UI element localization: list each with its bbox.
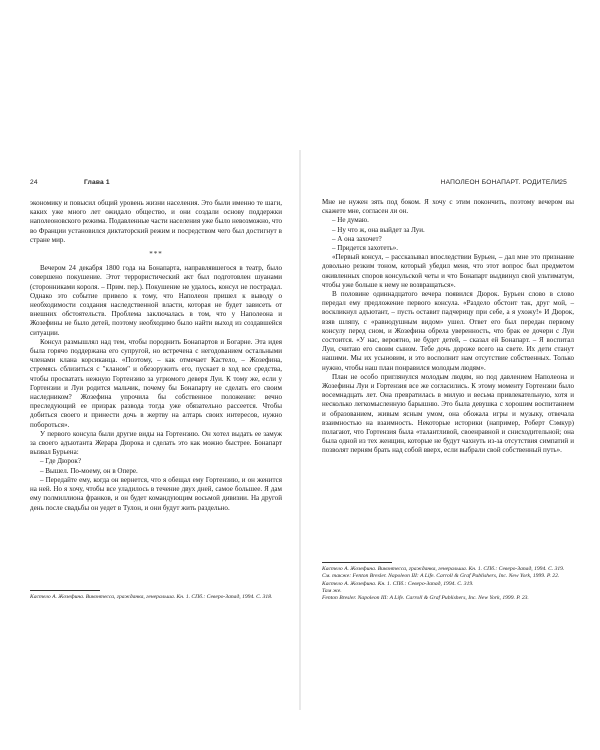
left-body-text [30,199,282,513]
footnote: Кастело А. Жозефина. Виконтесса, гражданка, генеральша. Кн. 1. СПб.: Северо-Запад, 1994. С. 318. [30,594,273,600]
paragraph: В половине одиннадцатого вечера появился Дюрок. Бурьен слово в слово передал ему предложение первого консула. «Раздело обстоит так, друг мой, – воскликнул адъютант, – пусть оставит падчерицу при себе, а я ухожу!» И Дюрок, взяв шляпу, с «равнодушным видом» ушел. Ответ его был передан первому консулу перед сном, и Жозефина обрела уверенность, что брак ее дочери с Луи состоится. «У нас, вероятно, не будет детей, – сказал ей Бонапарт. – Я воспитал Луи, считаю его своим сыном. Тебе дочь дороже всего на свете. Их дети станут нашими. Мы их усыновим, и это восполнит нам отсутствие собственных. Только нужно, чтобы наш план понравился молодым людям». [322,290,574,372]
dialogue-line: – Придется захотеть». [332,244,399,253]
footnote: Там же. [322,587,342,594]
right-footnotes [322,566,574,602]
footnote-rule [322,562,392,563]
paragraph: Мне не нужен зять под боком. Я хочу с этим покончить, поэтому вечером вы скажете мне, согласен ли он. [322,198,574,216]
dialogue-line: – Передайте ему, когда он вернется, что я обещал ему Гортензию, и он женится на ней. Но я хочу, чтобы все уладилось в течение двух дней, самое большее. Я дам ему полмиллиона франков, и он будет командующим восьмой дивизии. На другой день после свадьбы он уедет в Тулон, и они будут жить раздельно. [30,475,282,512]
right-page-number: 25 [559,179,567,186]
dialogue-line: – Вышел. По-моему, он в Опере. [40,466,138,475]
footnote: Fenton Bresler. Napoleon III: A Life. Carroll & Graf Publishers, Inc. New York, 1999. P. 23. [322,595,529,602]
right-page [300,0,600,750]
dialogue-line: – Где Дюрок? [40,457,81,466]
left-running-head: Глава 1 [84,179,110,186]
right-running-head: НАПОЛЕОН БОНАПАРТ. РОДИТЕЛИ [440,179,560,186]
footnote: Кастело А. Жозефина. Кн. 1. СПб.: Северо-Запад, 1994. С. 319. [322,580,474,587]
footnote-rule [30,590,100,591]
right-body-text [322,198,574,456]
paragraph: «Первый консул, – рассказывал впоследствии Бурьен, – дал мне это признание довольно резким тоном, который убедил меня, что этот вопрос был предметом оживленных споров консульской четы и что Бонапарт выдвинул свой ультиматум, чтобы уже больше к нему не возвращаться». [322,253,574,289]
dialogue-line: – Не думаю. [332,216,369,225]
dialogue-line: – А она захочет? [332,234,382,243]
footnote: Кастело А. Жозефина. Виконтесса, гражданка, генеральша. Кн. 1. СПб.: Северо-Запад, 1994. С. 319. См. также: Fenton Bresler. Napoleon III: A Life. Carroll & Graf Publishers, Inc. New York, 1999. P. 22. [322,566,565,580]
left-footnotes [30,594,282,601]
paragraph: Вечером 24 декабря 1800 года на Бонапарта, направлявшегося в театр, было совершено покушение. Этот террористический акт был подготовлен шуанами (сторонниками короля. – Прим. пер.). Покушение не удалось, консул не пострадал. Однако это событие привело к тому, что Наполеон пришел к выводу о необходимости создания наследственной власти, которая не будет зависеть от внешних обстоятельств. Проблема заключалась в том, что у Наполеона и Жозефины не было детей, поэтому необходимо было найти выход из создавшейся ситуации. [30,264,282,337]
paragraph: экономику и повысил общий уровень жизни населения. Это были именно те шаги, каких уже много лет ожидало общество, и они создали основу поддержки наполеоновского режима. Подавленные части населения уже было невозможно, что во Франции установился диктаторский режим и посредством чего был достигнут в стране мир. [30,199,282,244]
paragraph: У первого консула были другие виды на Гортензию. Он хотел выдать ее замуж за своего адъютанта Жерара Дюрока и сделать это как можно быстрее. Бонапарт вызвал Бурьена: [30,429,282,457]
paragraph: Консул размышлял над тем, чтобы породнить Бонапартов и Богарне. Эта идея была горячо поддержана его супругой, но встречена с негодованием остальными членами клана корсиканца. «Поэтому, – как отмечает Кастело, – Жозефина, стремясь сблизиться с "кланом" и обезоружить его, пускает в ход все средства, чтобы просватать нежную Гортензию за угрюмого деверя Луи. К тому же, если у Гортензии и Луи родится мальчик, почему бы Бонапарту не сделать его своим наследником? Жозефина упрочила бы собственное положение: вечно преследующий ее призрак развода тогда уже обязательно рассеется. Чтобы добиться своего и принести дочь в жертву на алтарь своих интересов, нужно побороться». [30,337,282,429]
section-break: *** [149,250,163,259]
left-page-number: 24 [30,179,38,186]
paragraph: План не особо приглянулся молодым людям, но под давлением Наполеона и Жозефины Луи и Гортензия все же согласились. К этому моменту Гортензии было восемнадцать лет. Она превратилась в милую и весьма привлекательную, хотя и несколько легкомысленную барышню. Это была девушка с хорошим воспитанием и образованием, живым ясным умом, она обожала игры и музыку, отвечала взаимностью на взаимность. Некоторые историки (например, Роберт Сэмкур) полагают, что Гортензия была «талантливой, своенравной и снисходительной; она была одной из тех женщин, которые не будут чахнуть из-за отсутствия симпатий и позволят перням брать над собой вверх, если выбрали свой собственный путь». [322,372,574,455]
dialogue-line: – Ну что ж, она выйдет за Луи. [332,225,425,234]
